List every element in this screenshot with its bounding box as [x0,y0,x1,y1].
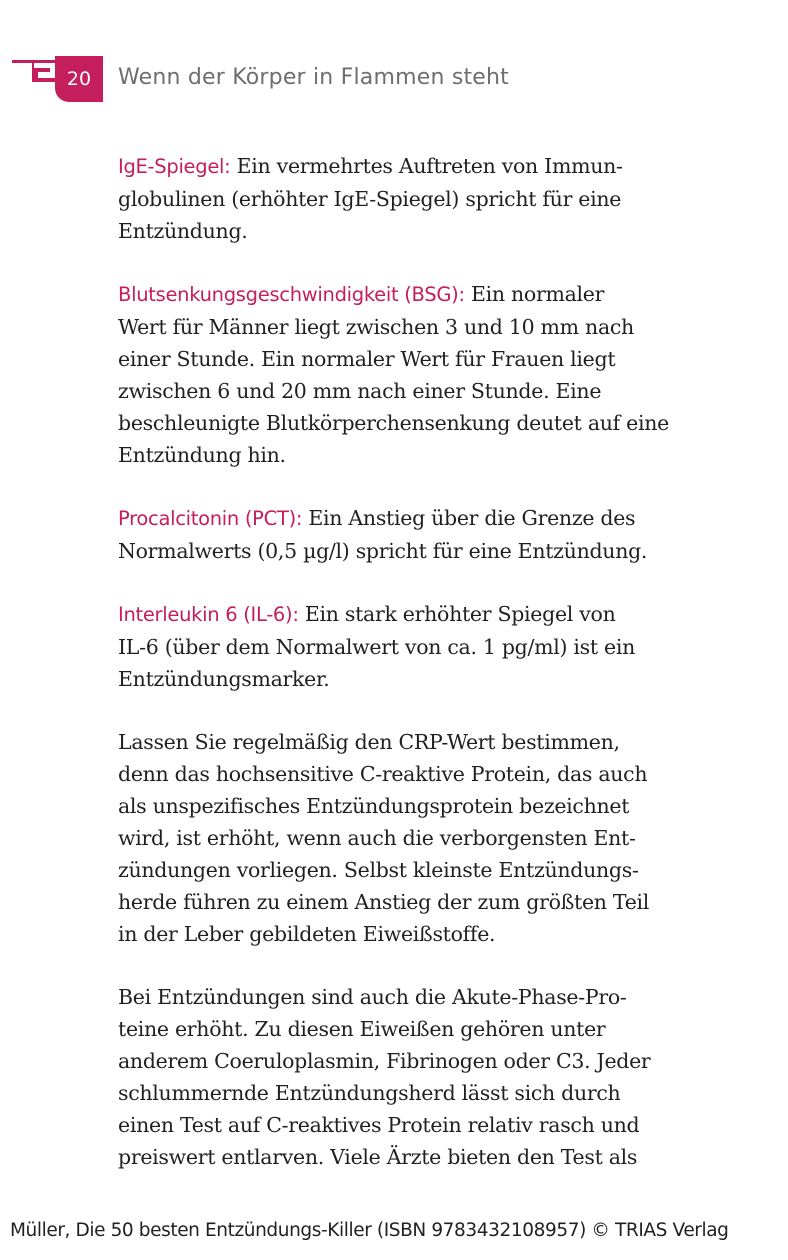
page-header [0,50,788,110]
term-label: Procalcitonin (PCT): [118,507,303,530]
term-label: Blutsenkungsgeschwindigkeit (BSG): [118,283,465,306]
paragraph-il6: Interleukin 6 (IL-6): Ein stark erhöhter Spiegel von IL-6 (über dem Normalwert von ca. 1 pg/ml) ist ein Entzündungsmarker. [118,602,636,691]
paragraph-crp: Lassen Sie regelmäßig den CRP-Wert bestimmen, denn das hochsensitive C-reaktive Protein, das auch als unspezifisches Entzündungsprotein bezeichnet wird, ist erhöht, wenn auch die verborgensten Ent- zündungen vorliegen. Selbst kleinste Entzündungs- herde führen zu einem Anstieg der zum größten Teil in der Leber gebildeten Eiweißstoffe. [118,730,650,946]
paragraph-ige: IgE-Spiegel: Ein vermehrtes Auftreten von Immun- globulinen (erhöhter IgE-Spiegel) spricht für eine Entzündung. [118,154,623,243]
footer-citation: Müller, Die 50 besten Entzündungs-Killer (ISBN 9783432108957) © TRIAS Verlag [10,1220,729,1241]
page-number-badge: 20 [55,56,103,102]
term-label: IgE-Spiegel: [118,155,231,178]
body-text [118,150,718,1204]
paragraph-akute-phase: Bei Entzündungen sind auch die Akute-Phase-Pro- teine erhöht. Zu diesen Eiweißen gehören unter anderem Coeruloplasmin, Fibrinogen oder C3. Jeder schlummernde Entzündungsherd lässt sich durch einen Test auf C-reaktives Protein relativ rasch und preiswert entlarven. Viele Ärzte bieten den Test als [118,985,651,1169]
term-label: Interleukin 6 (IL-6): [118,603,299,626]
running-title: Wenn der Körper in Flammen steht [118,65,510,90]
paragraph-bsg: Blutsenkungsgeschwindigkeit (BSG): Ein normaler Wert für Männer liegt zwischen 3 und 10 mm nach einer Stunde. Ein normaler Wert für Frauen liegt zwischen 6 und 20 mm nach einer Stunde. Eine beschleunigte Blutkörperchensenkung deutet auf eine Entzündung hin. [118,282,669,467]
paragraph-pct: Procalcitonin (PCT): Ein Anstieg über die Grenze des Normalwerts (0,5 µg/l) spricht für eine Entzündung. [118,506,648,563]
